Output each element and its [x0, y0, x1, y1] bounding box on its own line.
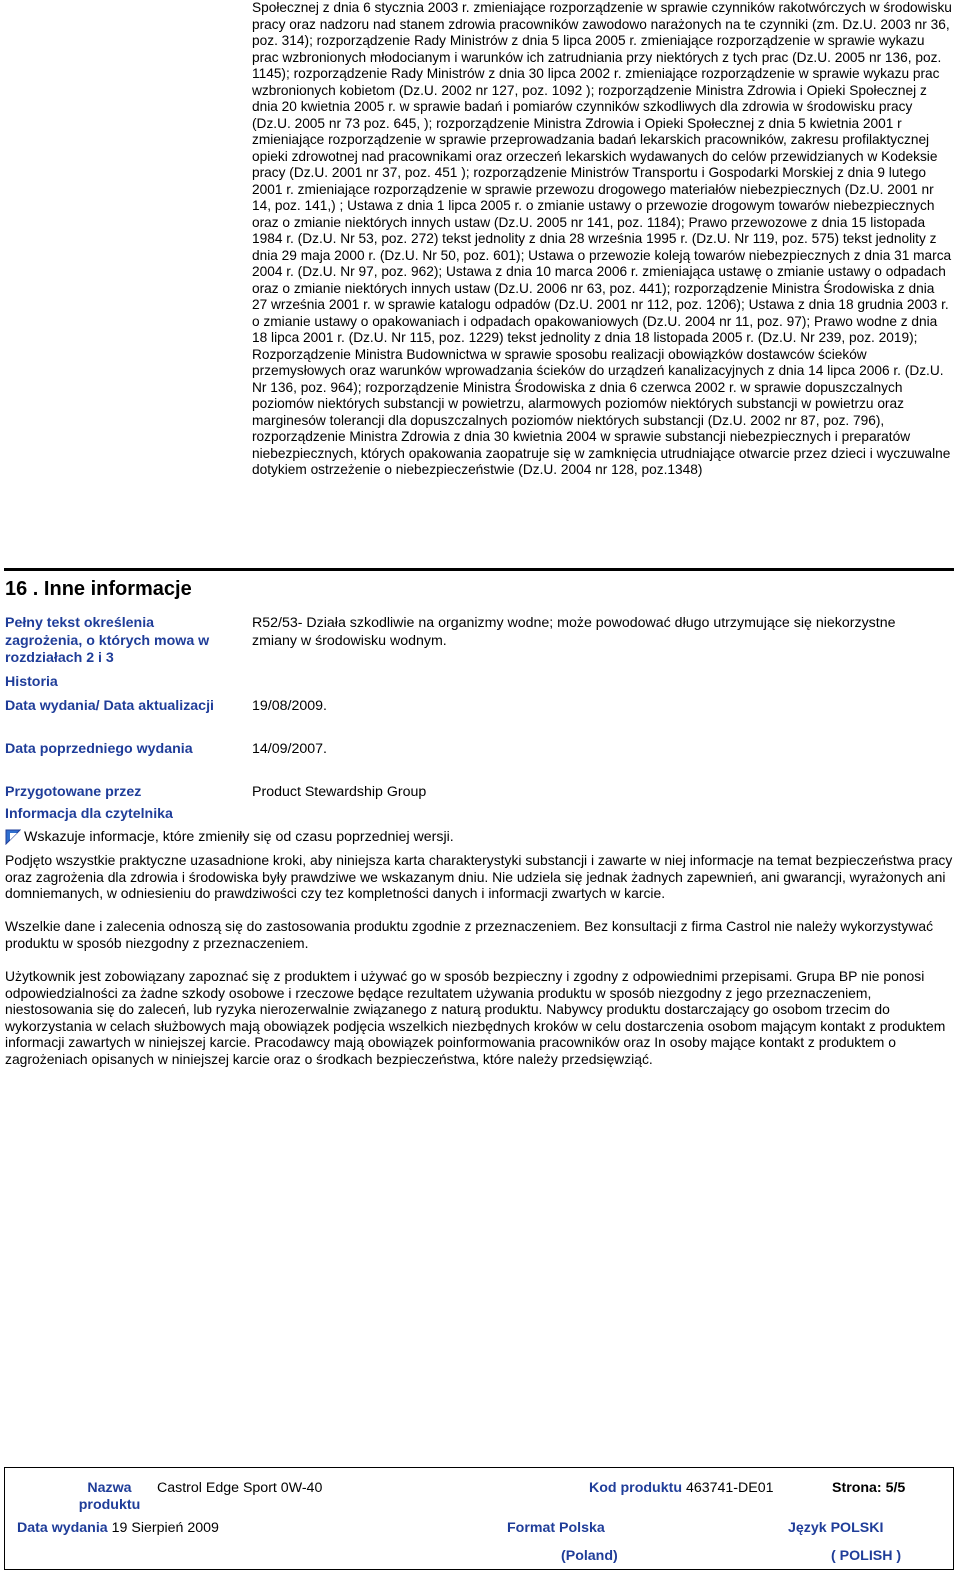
triangle-flag-icon: [5, 829, 21, 845]
product-code: [589, 1480, 774, 1497]
prepared-by-value: Product Stewardship Group: [252, 784, 427, 800]
language-value: ( POLISH ): [831, 1548, 902, 1564]
regulatory-references-text: Społecznej z dnia 6 stycznia 2003 r. zmieniające rozporządzenie w sprawie czynników rakotwórczych w środowisku pracy oraz nadzoru nad stanem zdrowia pracowników zawodowo narażonych na te czynniki (zm. Dz.U. 2003 nr 36, poz. 314); rozporządzenie Rady Ministrów z dnia 5 lipca 2005 r. zmieniające rozporządzenie w sprawie wykazu prac wzbronionych młodocianym i warunków ich zatrudniania przy niektórych z tych prac (Dz.U. 2005 nr 136, poz. 1145); rozporządzenie Rady Ministrów z dnia 30 lipca 2002 r. zmieniające rozporządzenie w sprawie wykazu prac wzbronionych kobietom (Dz.U. 2002 nr 127, poz. 1092 ); rozporządzenie Ministra Zdrowia i Opieki Społecznej z dnia 20 kwietnia 2005 r. w sprawie badań i pomiarów czynników szkodliwych dla zdrowia w środowisku pracy (Dz.U. 2005 nr 73 poz. 645, ); rozporządzenie Ministra Zdrowia i Opieki Społecznej z dnia 5 kwietnia 2001 r zmieniające rozporządzenie w sprawie przeprowadzania badań lekarskich pracowników, zakresu profilaktycznej opieki zdrowotnej nad pracownikami oraz orzeczeń lekarskich wydawanych do celów przewidzianych w Kodeksie pracy (Dz.U. 2001 nr 37, poz. 451 ); rozporządzenie Ministrów Transportu i Gospodarki Morskiej z dnia 9 lutego 2001 r. zmieniające rozporządzenie w sprawie przewozu drogowego materiałów niebezpiecznych (Dz.U. 2001 nr 14, poz. 141,) ; Ustawa z dnia 1 lipca 2005 r. o zmianie ustawy o przewozie drogowym towarów niebezpiecznych oraz o zmianie niektórych innych ustaw (Dz.U. 2005 nr 141, poz. 1184); Prawo przewozowe z dnia 15 listopada 1984 r. (Dz.U. Nr 53, poz. 272) tekst jednolity z dnia 28 września 1995 r. (Dz.U. Nr 119, poz. 575) tekst jednolity z dnia 29 maja 2000 r. (Dz.U. Nr 50, poz. 601); Ustawa o przewozie koleją towarów niebezpiecznych z dnia 31 marca 2004 r. (Dz.U. Nr 97, poz. 962); Ustawa z dnia 10 marca 2006 r. zmieniająca ustawę o zmianie ustawy o odpadach oraz o zmianie niektórych innych ustaw (Dz.U. 2006 nr 63, poz. 441); rozporządzenie Ministra Środowiska z dnia 27 września 2001 r. w sprawie katalogu odpadów (Dz.U. 2001 nr 112, poz. 1206); Ustawa z dnia 18 grudnia 2003 r. o zmianie ustawy o opakowaniach i odpadach opakowaniowych (Dz.U. 2004 nr 11, poz. 97); Prawo wodne z dnia 18 lipca 2001 r. (Dz.U. Nr 115, poz. 1229) tekst jednolity z dnia 18 listopada 2005 r. (Dz.U. Nr 239, poz. 2019); Rozporządzenie Ministra Budownictwa w sprawie sposobu realizacji obowiązków dostawców ścieków przemysłowych oraz warunków wprowadzania ścieków do urządzeń kanalizacyjnych z dnia 14 lipca 2006 r. (Dz.U. Nr 136, poz. 964); rozporządzenie Ministra Środowiska z dnia 6 czerwca 2002 r. w sprawie dopuszczalnych poziomów niektórych substancji w powietrzu, alarmowych poziomów niektórych substancji w powietrzu oraz marginesów tolerancji dla dopuszczalnych poziomów niektórych substancji (Dz.U. 2002 nr 87, poz. 796), rozporządzenie Ministra Zdrowia z dnia 30 kwietnia 2004 w sprawie substancji niebezpiecznych i preparatów niebezpiecznych, których opakowania zaopatruje się w zamknięcia utrudniające otwarcie przez dzieci i wyczuwalne dotykiem ostrzeżenie o niebezpieczeństwie (Dz.U. 2004 nr 128, poz.1348): [252, 0, 952, 477]
previous-issue-value: 14/09/2007.: [252, 741, 327, 757]
reader-info-label: Informacja dla czytelnika: [5, 806, 173, 822]
product-code-value: 463741-DE01: [685, 1480, 774, 1496]
disclaimer-paragraph-3: Użytkownik jest zobowiązany zapoznać się z produktem i używać go w sposób bezpieczny i zgodny z odpowiednimi przepisami. Grupa BP nie ponosi odpowiedzialności za żadne szkody osobowe i rzeczowe będące rezultatem używania produktu w sposób niezgodny z jego przeznaczeniem, niestosowania się do zaleceń, lub ryzyka nierozerwalnie związanego z naturą produktu. Nabywcy produktu dostarczający go osobom trzecim do wykorzystania w celach służbowych mają obowiązek podjęcia wszelkich niezbędnych kroków w celu dostarczenia osobom mającym kontakt z produktem informacji zawartych w niniejszej karcie. Pracodawcy mają obowiązek poinformowania pracowników oraz In osoby mające kontakt z produktem o zagrożeniach opisanych w niniejszej karcie oraz o środkach bezpieczeństwa, które należy przedsięwziąć.: [5, 968, 946, 1067]
change-marker-note: Wskazuje informacje, które zmieniły się od czasu poprzedniej wersji.: [24, 829, 454, 845]
section-title: Inne informacje: [43, 578, 192, 600]
section-number: 16 .: [5, 578, 39, 600]
product-code-label: Kod produktu: [589, 1480, 682, 1496]
format-value: (Poland): [561, 1548, 618, 1564]
section-heading: [5, 578, 192, 601]
issue-date: [17, 1520, 219, 1537]
format-label: Format Polska: [507, 1520, 605, 1536]
change-marker-legend: [5, 829, 454, 845]
issue-date-value: 19/08/2009.: [252, 698, 327, 714]
issue-date-footer-label: Data wydania: [17, 1520, 108, 1536]
disclaimer-paragraph-1: Podjęto wszystkie praktyczne uzasadnione kroki, aby niniejsza karta charakterystyki substancji i zawarte w niej informacje na temat bezpieczeństwa pracy oraz zagrożenia dla zdrowia i środowiska były prawdziwe we wskazanym dniu. Nie udziela się jednak żadnych zapewnień, ani gwarancji, wyrażonych ani domniemanych, w odniesieniu do prawdziwości czy tez kompletności danych i informacji zwartych w karcie.: [5, 852, 953, 902]
issue-date-footer-value: 19 Sierpień 2009: [111, 1520, 219, 1536]
prepared-by-label: Przygotowane przez: [5, 784, 142, 800]
language-label: Język POLSKI: [788, 1520, 884, 1536]
page-footer: [4, 1467, 954, 1570]
section-divider: [4, 568, 954, 571]
page-number: Strona: 5/5: [832, 1480, 906, 1496]
full-text-label: Pełny tekst określenia zagrożenia, o których mowa w rozdziałach 2 i 3: [5, 615, 210, 666]
full-text-value: R52/53- Działa szkodliwie na organizmy wodne; może powodować długo utrzymujące się niekorzystne zmiany w środowisku wodnym.: [252, 615, 896, 649]
product-name-value: Castrol Edge Sport 0W-40: [157, 1480, 323, 1496]
product-name-label: Nazwa produktu: [78, 1480, 141, 1513]
issue-date-label: Data wydania/ Data aktualizacji: [5, 698, 214, 714]
history-label: Historia: [5, 674, 58, 690]
disclaimer-paragraph-2: Wszelkie dane i zalecenia odnoszą się do zastosowania produktu zgodnie z przeznaczeniem. Bez konsultacji z firma Castrol nie należy wykorzystywać produktu w sposób niezgodny z przeznaczeniem.: [5, 918, 934, 951]
previous-issue-label: Data poprzedniego wydania: [5, 741, 193, 757]
